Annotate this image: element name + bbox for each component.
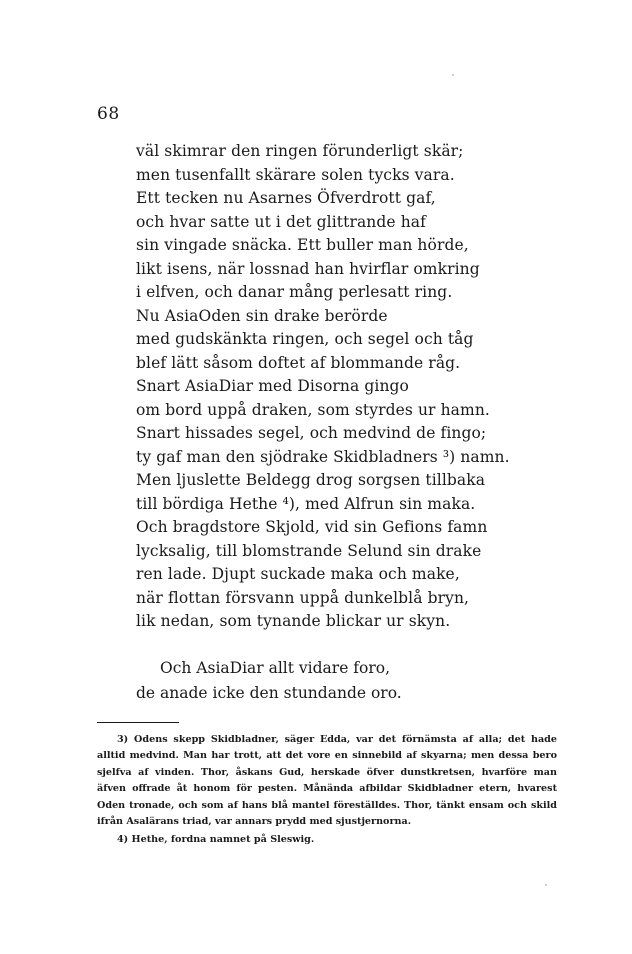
verse-line: med gudskänkta ringen, och segel och tåg (136, 330, 474, 348)
verse-line: Snart hissades segel, och medvind de fingo; (136, 424, 487, 442)
footnote-4: 4) Hethe, fordna namnet på Sleswig. (117, 834, 315, 846)
verse-line: lycksalig, till blomstrande Selund sin drake (136, 541, 482, 560)
footnote-divider (97, 722, 179, 723)
verse-line: Snart AsiaDiar med Disorna gingo (136, 377, 409, 395)
verse-line: Och AsiaDiar allt vidare foro, (160, 659, 391, 677)
verse-line: till bördiga Hethe ⁴), med Alfrun sin maka. (136, 494, 476, 513)
verse-line: väl skimrar den ringen förunderligt skär; (136, 142, 464, 160)
verse-line: i elfven, och danar mång perlesatt ring. (136, 283, 453, 301)
footnotes (97, 732, 557, 849)
verse-line: blef lätt såsom doftet af blommande råg. (136, 353, 461, 372)
verse-line: Och bragdstore Skjold, vid sin Gefions famn (136, 518, 488, 536)
paper-speck (545, 884, 547, 886)
verse-line: och hvar satte ut i det glittrande haf (136, 212, 426, 231)
verse-line: Men ljuslette Beldegg drog sorgsen tillbaka (136, 471, 486, 489)
poem-stanza-2 (136, 656, 576, 706)
verse-line: lik nedan, som tynande blickar ur skyn. (136, 612, 451, 630)
verse-line: likt isens, när lossnad han hvirflar omkring (136, 259, 480, 278)
verse-line: men tusenfallt skärare solen tycks vara. (136, 165, 455, 184)
verse-line: Ett tecken nu Asarnes Öfverdrott gaf, (136, 189, 436, 207)
verse-line: Nu AsiaOden sin drake berörde (136, 306, 388, 325)
verse-line: ren lade. Djupt suckade maka och make, (136, 565, 460, 583)
page-number: 68 (97, 104, 120, 124)
paper-speck (452, 74, 454, 76)
footnote-3: 3) Odens skepp Skidbladner, säger Edda, var det förnämsta af alla; det hade alltid medvind. Man har trott, att det vore en sinnebild af skyarna; men dessa bero sjelfva af vinden. Thor, åskans Gud, herskade öfver dunstkretsen, hvarföre man äfven offrade åt honom för pesten. Månända afbildar Skidbladner etern, hvarest Oden tronade, och som af hans blå mantel föreställdes. Thor, tänkt ensam och skild ifrån Asalärans triad, var annars prydd med sjustjernorna. (97, 734, 557, 828)
verse-line: när flottan försvann uppå dunkelblå bryn, (136, 588, 470, 607)
verse-line: sin vingade snäcka. Ett buller man hörde, (136, 236, 469, 254)
verse-line: om bord uppå draken, som styrdes ur hamn. (136, 400, 490, 419)
verse-line: ty gaf man den sjödrake Skidbladners ³) namn. (136, 447, 510, 466)
verse-line: de anade icke den stundande oro. (136, 684, 402, 702)
poem-stanza-1 (136, 140, 576, 634)
